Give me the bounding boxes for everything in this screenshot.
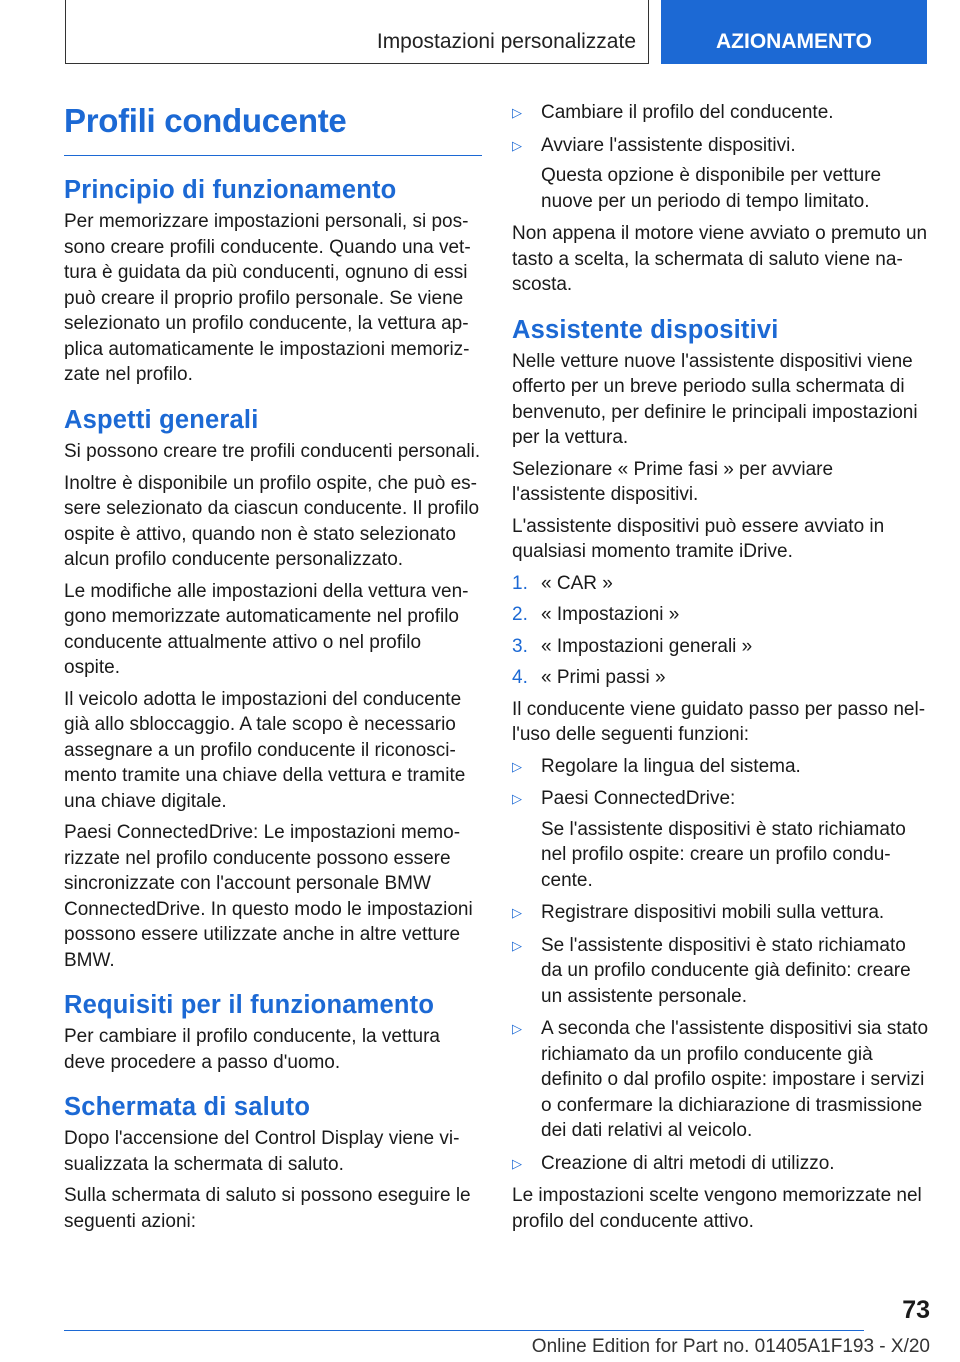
page-header xyxy=(65,0,927,64)
paragraph: Nelle vetture nuove l'assistente dispositivi viene offerto per un breve periodo sulla schermata di benvenuto, per definire le principali impostazioni per la vettura. xyxy=(512,350,918,449)
list-item: ▷ Regolare la lingua del sistema. xyxy=(512,754,930,780)
paragraph: Dopo l'accensione del Control Display viene visualizzata la schermata di saluto. xyxy=(64,1128,460,1175)
footer-edition: Online Edition for Part no. 01405A1F193 - X/20 xyxy=(531,1336,930,1357)
heading-requisiti: Requisiti per il funzionamento xyxy=(64,991,435,1020)
list-item: ▷ Registrare dispositivi mobili sulla vettura. xyxy=(512,900,930,926)
paragraph: Il conducente viene guidato passo per passo nell'uso delle seguenti funzioni: xyxy=(512,698,926,746)
triangle-right-outline-icon: ▷ xyxy=(512,1021,522,1037)
paragraph: Sulla schermata di saluto si possono eseguire le seguenti azioni: xyxy=(64,1185,471,1232)
step-item: 3. « Impostazioni generali » xyxy=(512,634,930,660)
azioni-list xyxy=(512,100,930,214)
left-column xyxy=(64,100,482,1240)
paragraph: L'assistente dispositivi può essere avviato in qualsiasi momento tramite iDrive. xyxy=(512,515,885,563)
paragraph: Per memorizzare impostazioni personali, si possono creare profili conducente. Quando una vettura è guidata da più conducenti, ognuno di essi può creare il proprio profilo personale. Se viene selezionato un profilo conducente, la vettura applica automaticamente le impostazioni memorizzate nel profilo. xyxy=(64,211,471,386)
paragraph: Le impostazioni scelte vengono memorizzate nel profilo del conducente attivo. xyxy=(512,1185,922,1232)
list-item-note: Se l'assistente dispositivi è stato richiamato nel profilo ospite: creare un profilo conducente. xyxy=(541,818,906,891)
right-column xyxy=(512,100,930,1240)
heading-principio: Principio di funzionamento xyxy=(64,176,397,205)
paragraph: Le modifiche alle impostazioni della vettura vengono memorizzate automaticamente nel profilo conducente attualmente attivo o nel profilo ospite. xyxy=(64,580,469,679)
step-number: 2. xyxy=(512,604,528,626)
page-number: 73 xyxy=(902,1296,930,1324)
triangle-right-outline-icon: ▷ xyxy=(512,105,522,120)
step-item: 4. « Primi passi » xyxy=(512,665,930,691)
paragraph: Si possono creare tre profili conducenti personali. xyxy=(64,441,481,463)
paragraph: Per cambiare il profilo conducente, la vettura deve procedere a passo d'uomo. xyxy=(64,1026,440,1073)
step-number: 1. xyxy=(512,572,528,594)
paragraph: Paesi ConnectedDrive: Le impostazioni memorizzate nel profilo conducente possono essere sincronizzate con l'account personale BMW ConnectedDrive. In questo modo le impostazioni possono essere utilizzate anche in altre vetture BMW. xyxy=(64,822,473,971)
step-item: 2. « Impostazioni » xyxy=(512,602,930,628)
heading-assistente: Assistente dispositivi xyxy=(512,315,779,344)
triangle-right-outline-icon: ▷ xyxy=(512,905,522,921)
triangle-right-outline-icon: ▷ xyxy=(512,791,522,807)
triangle-right-outline-icon: ▷ xyxy=(512,758,522,774)
list-item: ▷ Cambiare il profilo del conducente. xyxy=(512,100,930,126)
heading-aspetti: Aspetti generali xyxy=(64,405,259,434)
paragraph: Non appena il motore viene avviato o premuto un tasto a scelta, la schermata di saluto viene nascosta. xyxy=(512,223,928,295)
steps-list xyxy=(512,571,930,691)
triangle-right-outline-icon: ▷ xyxy=(512,1155,522,1171)
paragraph: Il veicolo adotta le impostazioni del conducente già allo sbloccaggio. A tale scopo è necessario assegnare a un profilo conducente il riconoscimento tramite una chiave della vettura e tramite una chiave digitale. xyxy=(64,688,466,812)
heading-schermata: Schermata di saluto xyxy=(64,1093,311,1122)
paragraph: Inoltre è disponibile un profilo ospite, che può essere selezionato da ciascun conducente. Il profilo ospite è attivo, quando non è stato selezionato alcun profilo conducente personalizzato. xyxy=(64,472,480,571)
funzioni-list xyxy=(512,754,930,1177)
step-number: 3. xyxy=(512,635,528,657)
title-divider xyxy=(64,155,482,156)
footer-divider xyxy=(64,1330,864,1331)
list-item: ▷ A seconda che l'assistente dispositivi sia stato richiamato da un profilo conducente già definito o dal profilo ospite: impostare i servizi o confermare la dichiarazione di trasmissione dei dati relativi al veicolo. xyxy=(512,1018,929,1142)
triangle-right-outline-icon: ▷ xyxy=(512,937,522,953)
list-item: ▷ Avviare l'assistente dispositivi. Questa opzione è disponibile per vetture nuove per un periodo di tempo limitato. xyxy=(512,133,930,215)
paragraph: Selezionare « Prime fasi » per avviare l'assistente dispositivi. xyxy=(512,458,834,506)
chapter-tab: AZIONAMENTO xyxy=(661,0,927,64)
list-item: ▷ Paesi ConnectedDrive: Se l'assistente dispositivi è stato richiamato nel profilo ospite: creare un profilo conducente. xyxy=(512,786,930,893)
section-title: Impostazioni personalizzate xyxy=(65,0,649,64)
list-item-note: Questa opzione è disponibile per vetture nuove per un periodo di tempo limitato. xyxy=(541,165,882,212)
list-item: ▷ Creazione di altri metodi di utilizzo. xyxy=(512,1151,930,1177)
triangle-right-outline-icon: ▷ xyxy=(512,137,522,153)
page-title: Profili conducente xyxy=(64,102,347,139)
step-item: 1. « CAR » xyxy=(512,571,930,597)
list-item: ▷ Se l'assistente dispositivi è stato richiamato da un profilo conducente già definito: creare un assistente personale. xyxy=(512,934,911,1007)
step-number: 4. xyxy=(512,667,528,689)
